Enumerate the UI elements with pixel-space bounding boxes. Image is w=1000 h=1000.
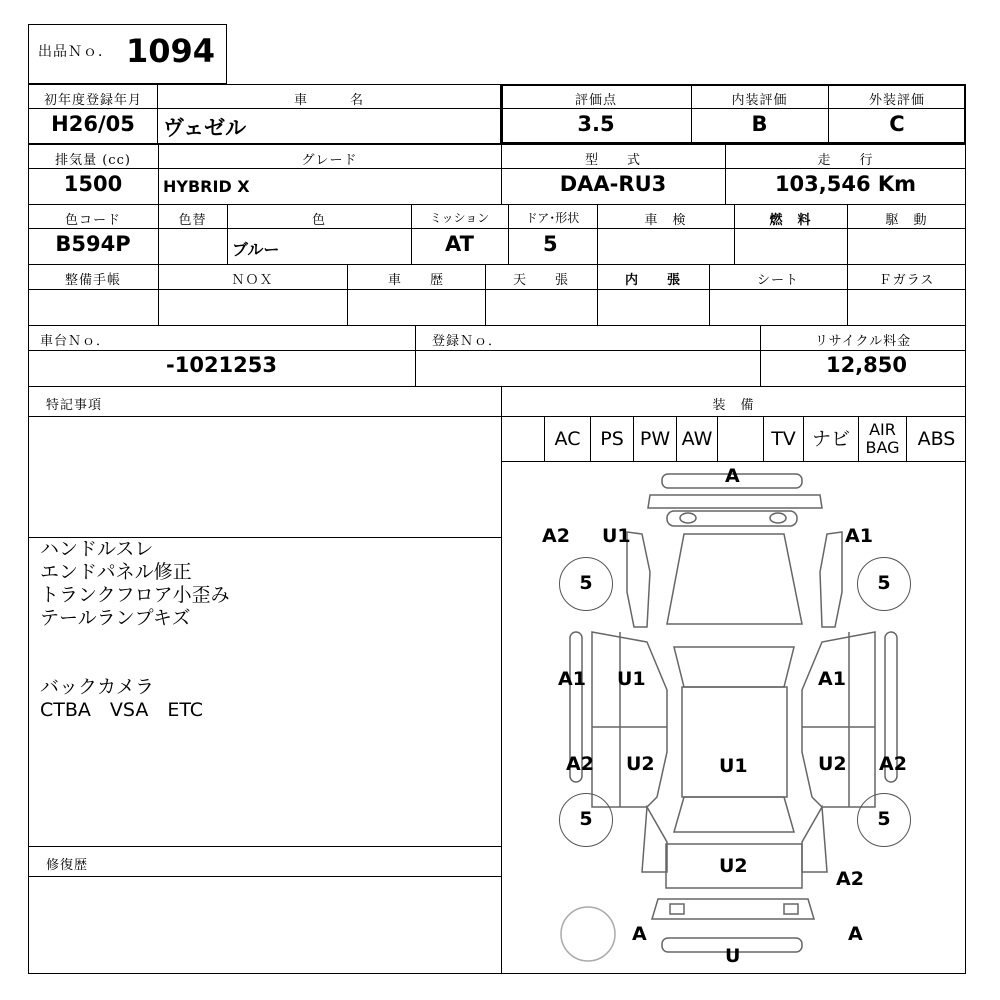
- car-name-value: ヴェゼル: [163, 116, 247, 140]
- rear-window: [674, 797, 794, 832]
- repair-history-label: 修復歴: [46, 858, 89, 873]
- first-registration-label: 初年度登録年月: [43, 93, 142, 108]
- damage-roof: U1: [719, 755, 748, 777]
- mileage-value: 103,546 Km: [774, 172, 917, 196]
- displacement-label: 排気量 (cc): [55, 153, 131, 168]
- color-code-value: B594P: [55, 232, 131, 256]
- remark-line: テールランプキズ: [40, 607, 191, 629]
- tyre-front-right: 5: [857, 557, 911, 611]
- right-headlight: [770, 513, 786, 523]
- damage-rear-door-right-a: A2: [879, 753, 907, 775]
- nox-label: ＮＯＸ: [231, 273, 274, 288]
- first-registration-value: H26/05: [51, 112, 135, 136]
- damage-rear-bumper-left: A: [632, 923, 647, 945]
- car-diagram: [502, 462, 965, 973]
- model-code-label: 型 式: [584, 153, 641, 168]
- damage-rear-door-left-a: A2: [566, 753, 594, 775]
- equipment-item: TV: [763, 416, 803, 461]
- row5-col1: [415, 325, 416, 386]
- row4-top: [28, 264, 966, 265]
- equipment-item: [717, 416, 763, 461]
- seat-label: シート: [756, 273, 799, 288]
- left-side: [592, 632, 667, 807]
- damage-rear: U: [725, 945, 741, 967]
- repair-history-divider: [28, 876, 501, 877]
- color-change-label: 色替: [178, 213, 207, 228]
- displacement-value: 1500: [63, 172, 123, 196]
- damage-front-door-left-u: U1: [617, 668, 646, 690]
- mission-label: ミッション: [429, 211, 490, 225]
- registration-no-label: 登録Ｎｏ．: [432, 334, 503, 349]
- score-label: 評価点: [574, 93, 617, 108]
- mileage-label: 走 行: [817, 153, 874, 168]
- damage-hood-left: U1: [602, 525, 631, 547]
- damage-rear-bumper-right: A: [848, 923, 863, 945]
- front-bumper: [648, 495, 822, 508]
- score-value: 3.5: [577, 112, 615, 136]
- grade-value: HYBRID X: [163, 177, 250, 196]
- row3-top: [28, 204, 966, 205]
- row5-divider: [28, 350, 966, 351]
- car-name-label: 車 名: [293, 93, 364, 108]
- interior-trim-label: 内 張: [624, 273, 681, 288]
- row1-divider: [28, 108, 966, 109]
- history-label: 車 歴: [387, 273, 444, 288]
- windshield: [674, 647, 794, 687]
- grade-label: グレード: [301, 153, 358, 168]
- lot-number: 1094: [126, 32, 216, 70]
- maintenance-book-label: 整備手帳: [64, 273, 121, 288]
- row3-divider: [28, 228, 966, 229]
- spare-tyre: [561, 907, 615, 961]
- color-value: ブルー: [232, 240, 280, 259]
- equipment-item: ナビ: [803, 416, 858, 461]
- recycle-fee-value: 12,850: [825, 353, 907, 377]
- remarks-label: 特記事項: [46, 398, 103, 413]
- remark-line: バックカメラ: [40, 676, 155, 698]
- damage-front-door-left-a: A1: [558, 668, 586, 690]
- equipment-label: 装 備: [712, 398, 755, 413]
- damage-rear-door-right-u: U2: [818, 753, 847, 775]
- right-a-pillar: [820, 532, 842, 627]
- equipment-item: AC: [544, 416, 590, 461]
- row5-top: [28, 325, 966, 326]
- damage-front-door-right: A1: [818, 668, 846, 690]
- model-code-value: DAA-RU3: [559, 172, 667, 196]
- color-label: 色: [311, 213, 326, 228]
- interior-score-value: B: [751, 112, 768, 136]
- chassis-no-value: -1021253: [166, 353, 277, 377]
- exterior-score-label: 外装評価: [868, 93, 925, 108]
- drive-label: 駆 動: [885, 213, 928, 228]
- right-taillight: [784, 904, 798, 914]
- row6-top: [28, 386, 966, 387]
- row4-divider: [28, 289, 966, 290]
- damage-rear-quarter-right: A2: [836, 868, 864, 890]
- equipment-item: PW: [633, 416, 676, 461]
- tyre-rear-left: 5: [559, 793, 613, 847]
- rear-bumper: [652, 899, 814, 919]
- mission-value: AT: [445, 232, 474, 256]
- remark-line: ハンドルスレ: [40, 538, 154, 560]
- tyre-rear-right: 5: [857, 793, 911, 847]
- fuel-label: 燃 料: [769, 213, 812, 228]
- equipment-item: PS: [590, 416, 633, 461]
- damage-fender-right: A1: [845, 525, 873, 547]
- hood: [667, 534, 802, 624]
- remark-line: トランクフロア小歪み: [40, 584, 230, 606]
- roof-label: 天 張: [512, 273, 569, 288]
- equipment-item: AW: [676, 416, 717, 461]
- remark-line: CTBA VSA ETC: [40, 699, 204, 721]
- left-taillight: [670, 904, 684, 914]
- damage-fender-left: A2: [542, 525, 570, 547]
- lot-number-label: 出品Ｎｏ．: [38, 44, 113, 60]
- left-rear-quarter: [642, 807, 667, 872]
- equipment-item: [501, 416, 544, 461]
- right-side: [802, 632, 875, 807]
- equipment-item: ABS: [906, 416, 966, 461]
- interior-score-label: 内装評価: [731, 93, 788, 108]
- right-rear-quarter: [802, 807, 827, 872]
- tyre-front-left: 5: [559, 557, 613, 611]
- recycle-fee-label: リサイクル料金: [814, 334, 912, 349]
- damage-trunk: U2: [719, 855, 748, 877]
- damage-rear-door-left-u: U2: [626, 753, 655, 775]
- doors-label: ドア･形状: [525, 211, 580, 225]
- color-code-label: 色コード: [64, 213, 121, 228]
- inspection-label: 車 検: [644, 213, 687, 228]
- remark-line: エンドパネル修正: [40, 561, 192, 583]
- row2-top: [28, 144, 966, 145]
- f-glass-label: Ｆガラス: [878, 273, 935, 288]
- equipment-item: AIR BAG: [858, 416, 906, 461]
- left-headlight: [680, 513, 696, 523]
- repair-history-top: [28, 846, 501, 847]
- damage-front: A: [725, 465, 740, 487]
- exterior-score-value: C: [889, 112, 905, 136]
- row2-divider: [28, 168, 966, 169]
- doors-value: 5: [543, 232, 558, 256]
- roof: [682, 687, 787, 797]
- chassis-no-label: 車台Ｎｏ．: [40, 334, 111, 349]
